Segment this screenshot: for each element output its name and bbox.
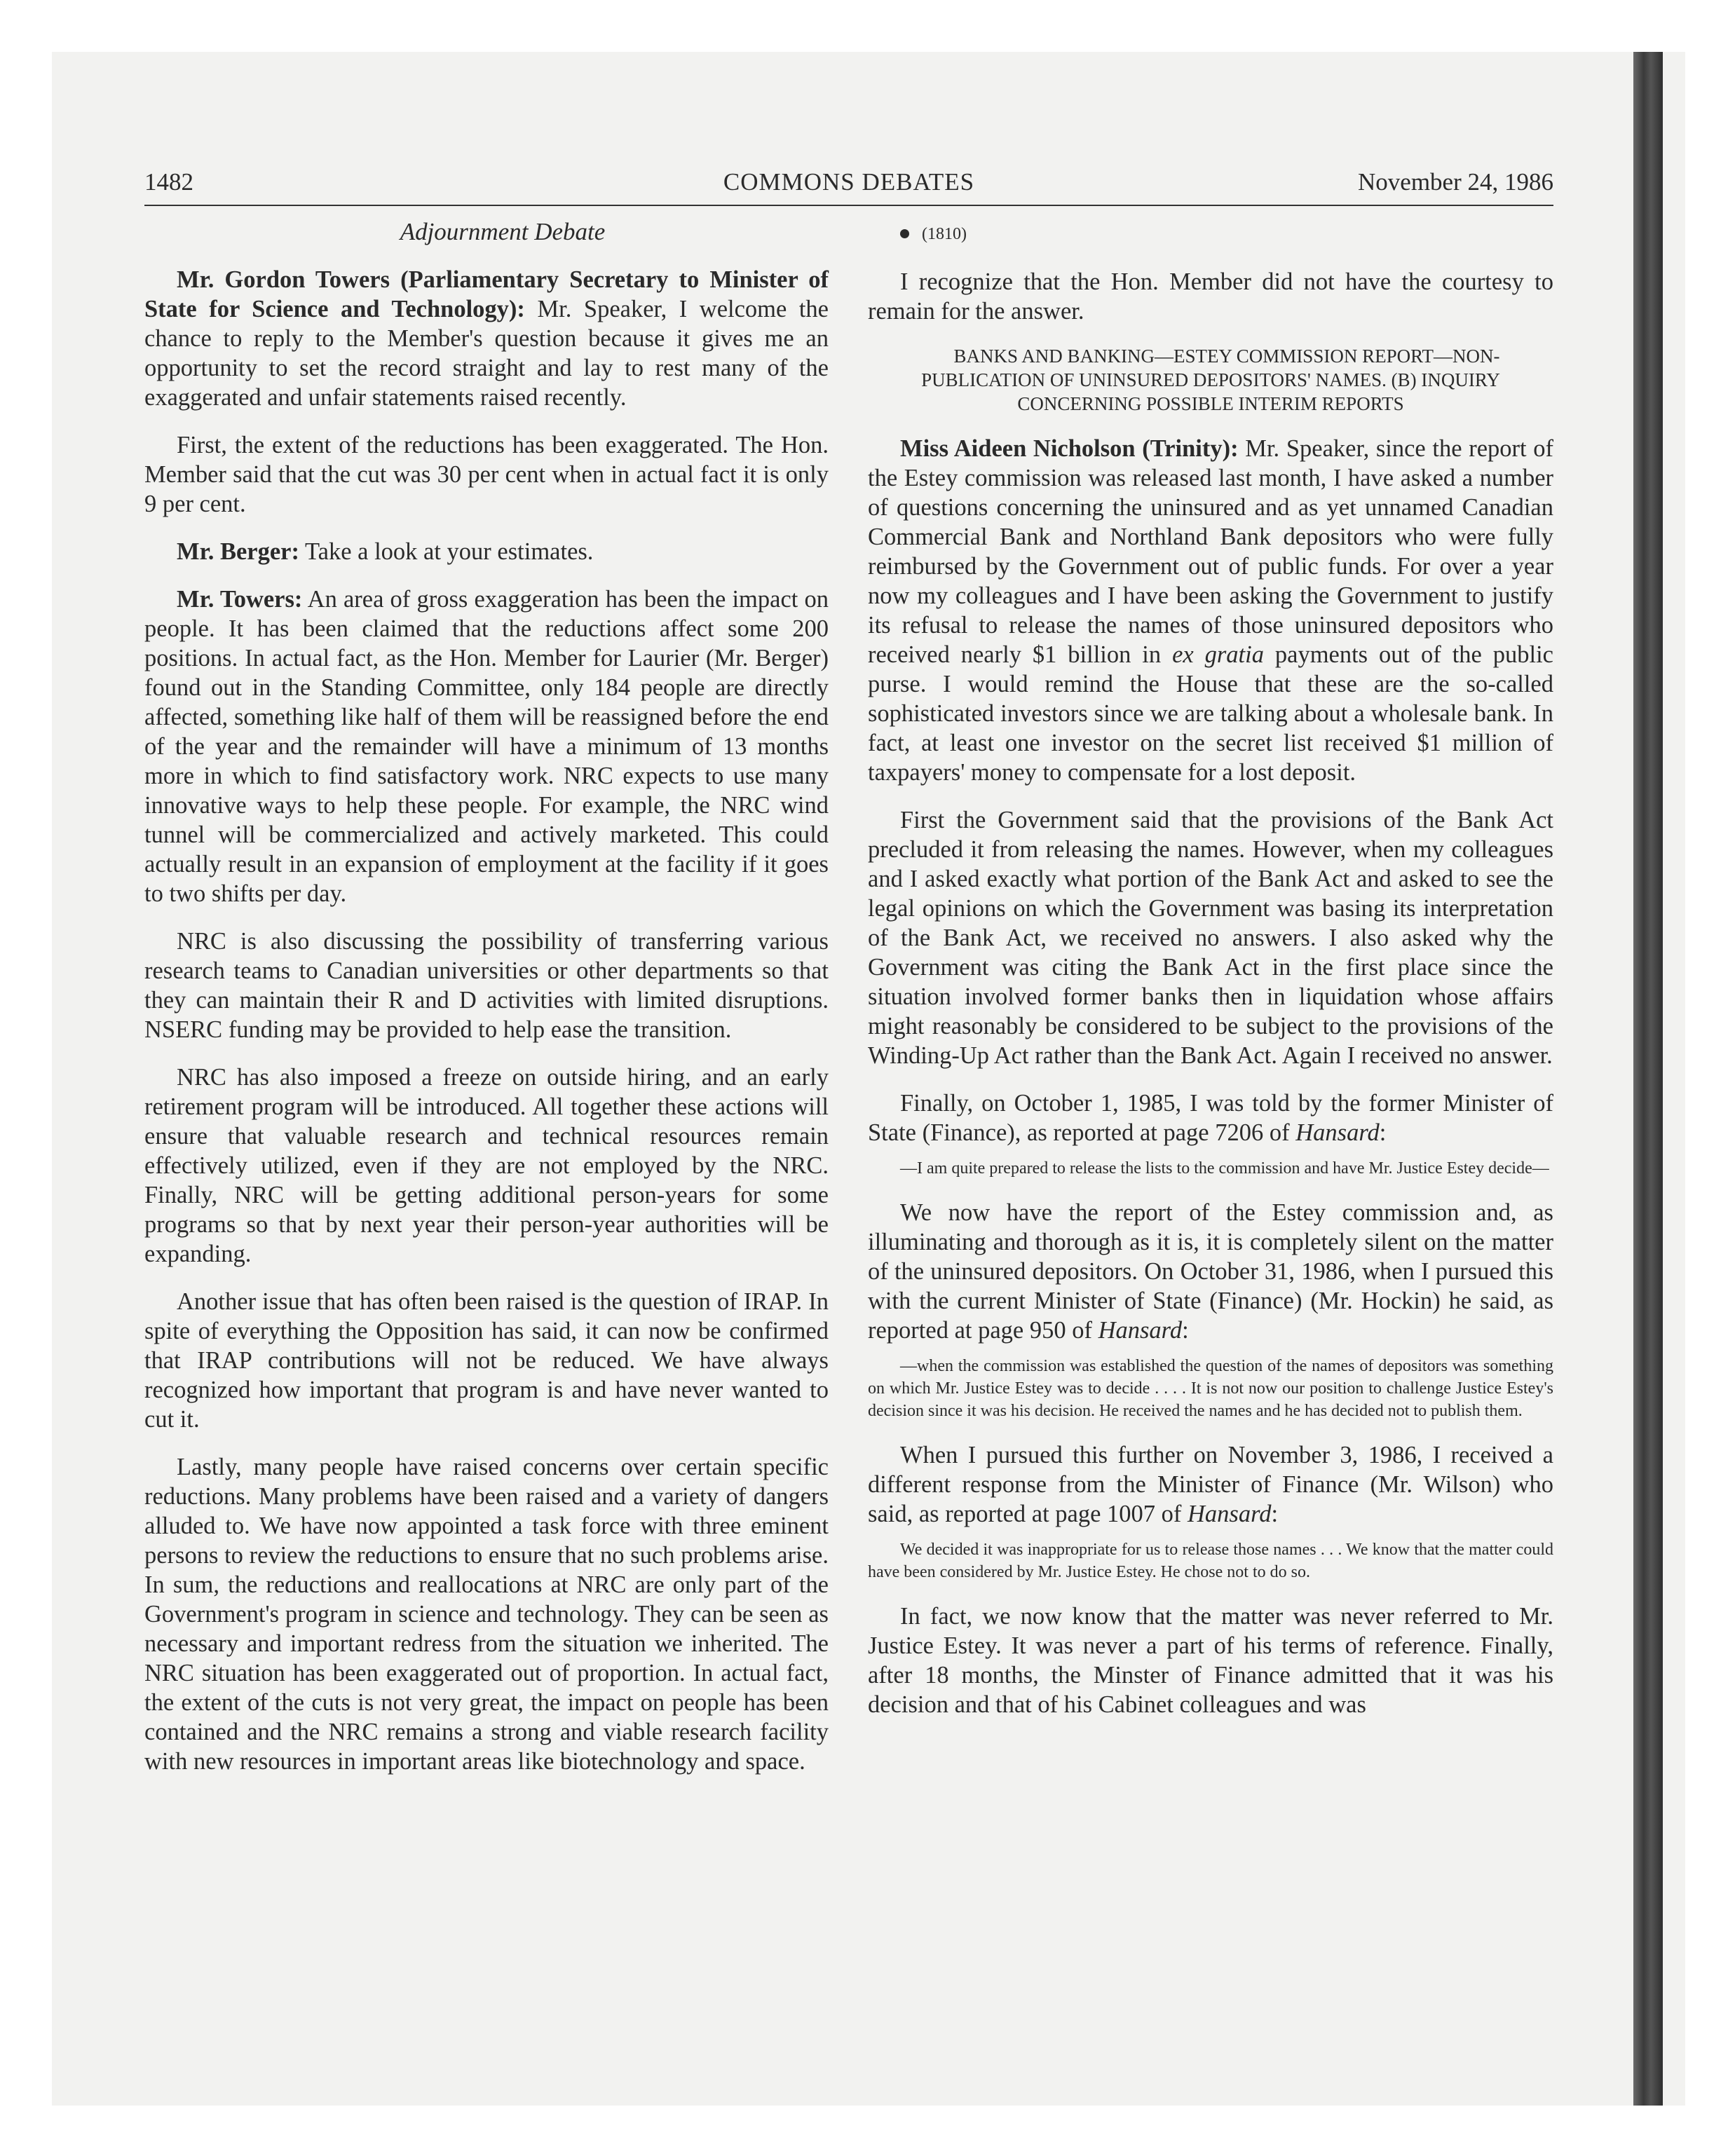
left-column	[144, 217, 829, 1794]
paragraph	[868, 1198, 1553, 1345]
paragraph-text: Take a look at your estimates.	[299, 538, 594, 565]
speaker-name: Mr. Gordon Towers (Parliamentary Secretary to Minister of State for Science and Technology):	[144, 266, 829, 322]
paragraph	[144, 585, 829, 908]
paragraph	[868, 434, 1553, 787]
hansard-reference: Hansard	[1295, 1119, 1380, 1146]
publication-date: November 24, 1986	[1358, 168, 1553, 196]
paragraph	[144, 537, 829, 566]
hansard-reference: Hansard	[1098, 1317, 1183, 1344]
hansard-reference: Hansard	[1188, 1501, 1272, 1527]
paragraph: Another issue that has often been raised is the question of IRAP. In spite of everything the Opposition has said, it can now be confirmed that IRAP contributions will not be reduced. We have always recognized how important that program is and have never wanted to cut it.	[144, 1288, 829, 1433]
colon: :	[1379, 1119, 1387, 1146]
paragraph: I recognize that the Hon. Member did not have the courtesy to remain for the answer.	[868, 268, 1553, 325]
debate-heading: BANKS AND BANKING—ESTEY COMMISSION REPORT—NON-PUBLICATION OF UNINSURED DEPOSITORS' NAMES. (B) INQUIRY CONCERNING POSSIBLE INTERIM REPORTS	[921, 346, 1500, 414]
quotation: We decided it was inappropriate for us to release those names . . . We know that the matter could have been considered by Mr. Justice Estey. He chose not to do so.	[868, 1541, 1553, 1581]
paragraph: NRC is also discussing the possibility of transferring various research teams to Canadian universities or other departments so that they can maintain their R and D activities with limited disruptions. NSERC funding may be provided to help ease the transition.	[144, 928, 829, 1043]
italic-term: ex gratia	[1172, 641, 1264, 668]
right-column	[868, 217, 1553, 1738]
speaker-name: Mr. Berger:	[177, 538, 299, 565]
paragraph-text: When I pursued this further on November 3, 1986, I received a different response from the Minister of Finance (Mr. Wilson) who said, as reported at page 1007 of	[868, 1442, 1553, 1527]
paragraph	[144, 265, 829, 412]
publication-title: COMMONS DEBATES	[723, 168, 975, 196]
colon: :	[1271, 1501, 1279, 1527]
scan-edge	[1633, 52, 1663, 2106]
paragraph: Lastly, many people have raised concerns over certain specific reductions. Many problems have been raised and a variety of dangers alluded to. We have now appointed a task force with three eminent persons to review the reductions to ensure that no such problems arise. In sum, the reductions and reallocations at NRC are only part of the Government's program in science and technology. They can be seen as necessary and important redress from the situation we inherited. The NRC situation has been exaggerated out of proportion. In actual fact, the extent of the cuts is not very great, the impact on people has been contained and the NRC remains a strong and viable research facility with new resources in important areas like biotechnology and space.	[144, 1454, 829, 1775]
paragraph-text: Finally, on October 1, 1985, I was told by the former Minister of State (Finance), as reported at page 7206 of	[868, 1090, 1553, 1146]
bullet-icon	[900, 229, 909, 238]
paragraph-text: payments out of the public purse. I would remind the House that these are the so-called sophisticated investors since we are talking about a wholesale bank. In fact, at least one investor on the secret list received $1 million of taxpayers' money to compensate for a lost deposit.	[868, 641, 1553, 786]
section-title: Adjournment Debate	[400, 218, 606, 245]
paragraph: In fact, we now know that the matter was never referred to Mr. Justice Estey. It was never a part of his terms of reference. Finally, after 18 months, the Minster of Finance admitted that it was his decision and that of his Cabinet colleagues and was	[868, 1603, 1553, 1718]
page-number: 1482	[144, 168, 193, 196]
paragraph-text: An area of gross exaggeration has been the impact on people. It has been claimed that the reductions affect some 200 positions. In actual fact, as the Hon. Member for Laurier (Mr. Berger) found out in the Standing Committee, only 184 people are directly affected, something like half of them will be reassigned before the end of the year and the remainder will have a minimum of 13 months more in which to find satisfactory work. NRC expects to use many innovative ways to help these people. For example, the NRC wind tunnel will be commercialized and actively marketed. This could actually result in an expansion of employment at the facility if it goes to two shifts per day.	[144, 586, 829, 907]
paragraph: First, the extent of the reductions has been exaggerated. The Hon. Member said that the cut was 30 per cent when in actual fact it is only 9 per cent.	[144, 432, 829, 517]
quotation: —when the commission was established the question of the names of depositors was something on which Mr. Justice Estey was to decide . . . . It is not now our position to challenge Justice Estey's decision since it was his decision. He received the names and he has decided not to publish them.	[868, 1357, 1553, 1420]
page-header	[144, 168, 1553, 206]
paragraph	[868, 1440, 1553, 1529]
paragraph-text: Mr. Speaker, I welcome the chance to reply to the Member's question because it gives me an opportunity to set the record straight and lay to rest many of the exaggerated and unfair statements raised recently.	[144, 296, 829, 411]
time-marker	[868, 217, 1553, 249]
paragraph-text: Mr. Speaker, since the report of the Estey commission was released last month, I have asked a number of questions concerning the uninsured and as yet unnamed Canadian Commercial Bank and Northland Bank depositors who were fully reimbursed by the Government out of public funds. For over a year now my colleagues and I have been asking the Government to justify its refusal to release the names of those uninsured depositors who received nearly $1 billion in	[868, 435, 1553, 668]
time-code: (1810)	[922, 225, 967, 243]
quotation: —I am quite prepared to release the lists to the commission and have Mr. Justice Estey decide—	[900, 1159, 1549, 1178]
paragraph	[868, 1089, 1553, 1147]
paragraph: NRC has also imposed a freeze on outside hiring, and an early retirement program will be introduced. All together these actions will ensure that valuable research and technical resources remain effectively utilized, even if they are not employed by the NRC. Finally, NRC will be getting additional person-years for some programs so that by next year their person-year authorities will be expanding.	[144, 1064, 829, 1267]
paragraph: First the Government said that the provisions of the Bank Act precluded it from releasing the names. However, when my colleagues and I asked exactly what portion of the Bank Act and asked to see the legal opinions on which the Government was basing its interpretation of the Bank Act, we received no answers. I also asked why the Government was citing the Bank Act in the first place since the situation involved former banks then in liquidation whose affairs might reasonably be considered to be subject to the provisions of the Winding-Up Act rather than the Bank Act. Again I received no answer.	[868, 807, 1553, 1069]
colon: :	[1182, 1317, 1189, 1344]
paragraph-text: We now have the report of the Estey commission and, as illuminating and thorough as it is, it is completely silent on the matter of the uninsured depositors. On October 31, 1986, when I pursued this with the current Minister of State (Finance) (Mr. Hockin) he said, as reported at page 950 of	[868, 1199, 1553, 1344]
speaker-name: Miss Aideen Nicholson (Trinity):	[900, 435, 1239, 462]
speaker-name: Mr. Towers:	[177, 586, 303, 613]
